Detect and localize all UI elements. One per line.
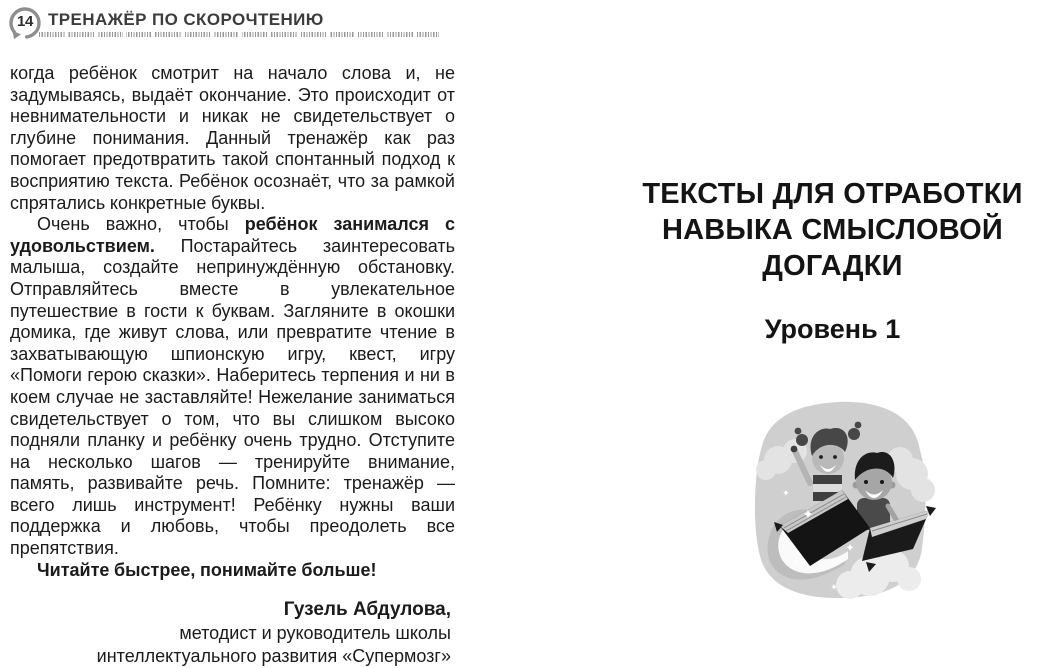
- right-page: [620, 0, 1045, 617]
- paragraph: когда ребёнок смотрит на начало слова и, не задумываясь, выдаёт окончание. Это происходит от невнимательности и никак не свидетельствует о глубине понимания. Данный тренажёр как раз помогает предотвратить такой спонтанный подход к восприятию текста. Ребёнок осознаёт, что за рамкой спрятались конкретные буквы.: [10, 63, 455, 213]
- chapter-title: [620, 176, 1045, 284]
- dotted-rule: [39, 32, 439, 37]
- chapter-title-line: НАВЫКА СМЫСЛОВОЙ: [662, 214, 1003, 246]
- illustration-children-flying-on-book: [750, 398, 938, 603]
- author-role-line-2: интеллектуального развития «Супермозг»: [96, 646, 451, 667]
- chapter-title-line: ТЕКСТЫ ДЛЯ ОТРАБОТКИ: [642, 178, 1023, 210]
- paragraph: Очень важно, чтобы ребёнок занимался с удовольствием. Постарайтесь заинтересовать малыша, создайте непринуждённую обстановку. Отправляйтесь вместе в увлекательное путешествие в гости к буквам. Загляните в окошки домика, где живут слова, или превратите чтение в захватывающую шпионскую игру, квест, игру «Помоги герою сказки». Наберитесь терпения и ни в коем случае не заставляйте! Нежелание заниматься свидетельствует о том, что вы слишком высоко подняли планку и ребёнку очень трудно. Отступите на несколько шагов — тренируйте внимание, память, развивайте речь. Помните: тренажёр — всего лишь инструмент! Ребёнку нужны ваши поддержка и любовь, чтобы преодолеть все препятствия.: [10, 214, 455, 559]
- level-heading: Уровень 1: [764, 314, 901, 344]
- chapter-title-line: ДОГАДКИ: [762, 250, 903, 282]
- book-running-title: ТРЕНАЖЁР ПО СКОРОЧТЕНИЮ: [48, 10, 324, 29]
- author-role-line-1: методист и руководитель школы: [179, 623, 451, 644]
- page-number: 14: [16, 13, 34, 30]
- author-signature-block: [10, 598, 455, 668]
- author-name: Гузель Абдулова,: [283, 599, 451, 621]
- running-header: [10, 6, 455, 38]
- left-page: [10, 6, 455, 668]
- paragraph: Читайте быстрее, понимайте больше!: [37, 559, 377, 580]
- body-text: [10, 63, 455, 581]
